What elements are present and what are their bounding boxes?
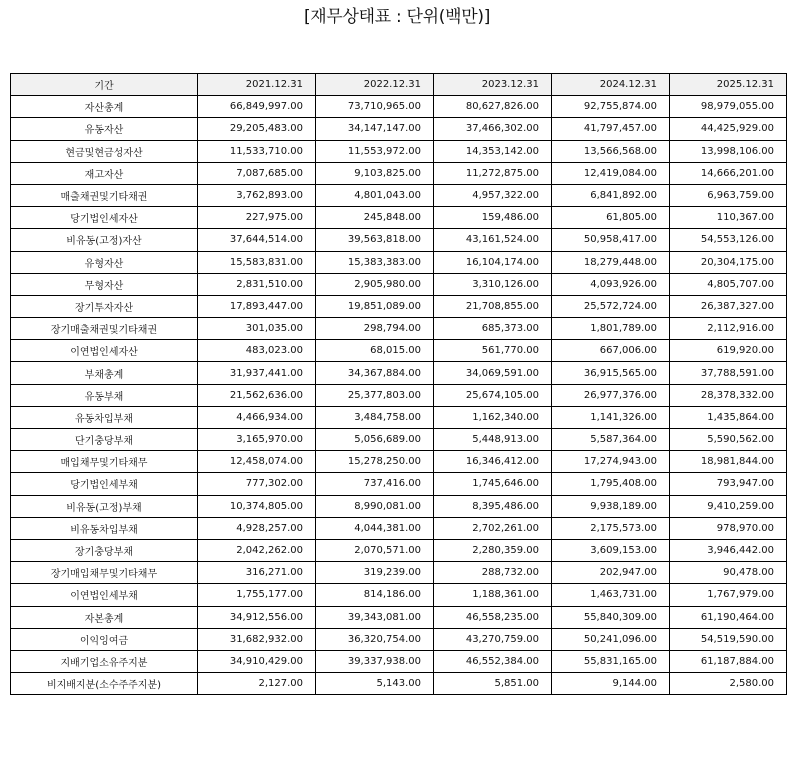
header-date: 2023.12.31 (434, 74, 552, 96)
value-cell: 73,710,965.00 (316, 96, 434, 118)
row-label: 매입채무및기타채무 (11, 451, 198, 473)
value-cell: 15,278,250.00 (316, 451, 434, 473)
table-row (11, 429, 787, 451)
value-cell: 66,849,997.00 (198, 96, 316, 118)
table-row (11, 207, 787, 229)
value-cell: 68,015.00 (316, 340, 434, 362)
value-cell: 17,274,943.00 (552, 451, 670, 473)
value-cell: 16,346,412.00 (434, 451, 552, 473)
value-cell: 14,666,201.00 (670, 162, 787, 184)
value-cell: 1,801,789.00 (552, 318, 670, 340)
value-cell: 80,627,826.00 (434, 96, 552, 118)
row-label: 유형자산 (11, 251, 198, 273)
value-cell: 39,337,938.00 (316, 650, 434, 672)
value-cell: 619,920.00 (670, 340, 787, 362)
value-cell: 90,478.00 (670, 562, 787, 584)
header-date: 2025.12.31 (670, 74, 787, 96)
value-cell: 1,162,340.00 (434, 406, 552, 428)
value-cell: 5,587,364.00 (552, 429, 670, 451)
value-cell: 46,552,384.00 (434, 650, 552, 672)
table-row (11, 340, 787, 362)
value-cell: 2,042,262.00 (198, 539, 316, 561)
table-row (11, 473, 787, 495)
table-header-row (11, 74, 787, 96)
value-cell: 39,563,818.00 (316, 229, 434, 251)
value-cell: 26,977,376.00 (552, 384, 670, 406)
value-cell: 978,970.00 (670, 517, 787, 539)
table-row (11, 517, 787, 539)
row-label: 현금및현금성자산 (11, 140, 198, 162)
row-label: 유동차입부채 (11, 406, 198, 428)
row-label: 유동자산 (11, 118, 198, 140)
value-cell: 5,590,562.00 (670, 429, 787, 451)
value-cell: 12,458,074.00 (198, 451, 316, 473)
table-row (11, 96, 787, 118)
value-cell: 19,851,089.00 (316, 295, 434, 317)
value-cell: 2,831,510.00 (198, 273, 316, 295)
value-cell: 4,093,926.00 (552, 273, 670, 295)
table-row (11, 229, 787, 251)
value-cell: 3,484,758.00 (316, 406, 434, 428)
value-cell: 15,583,831.00 (198, 251, 316, 273)
value-cell: 3,762,893.00 (198, 184, 316, 206)
row-label: 이연법인세부채 (11, 584, 198, 606)
row-label: 자산총계 (11, 96, 198, 118)
value-cell: 50,958,417.00 (552, 229, 670, 251)
row-label: 장기매입채무및기타채무 (11, 562, 198, 584)
value-cell: 46,558,235.00 (434, 606, 552, 628)
table-row (11, 495, 787, 517)
row-label: 장기매출채권및기타채권 (11, 318, 198, 340)
value-cell: 61,190,464.00 (670, 606, 787, 628)
value-cell: 25,377,803.00 (316, 384, 434, 406)
value-cell: 54,519,590.00 (670, 628, 787, 650)
value-cell: 34,912,556.00 (198, 606, 316, 628)
value-cell: 5,056,689.00 (316, 429, 434, 451)
value-cell: 2,905,980.00 (316, 273, 434, 295)
value-cell: 110,367.00 (670, 207, 787, 229)
value-cell: 2,175,573.00 (552, 517, 670, 539)
value-cell: 2,280,359.00 (434, 539, 552, 561)
value-cell: 483,023.00 (198, 340, 316, 362)
value-cell: 43,161,524.00 (434, 229, 552, 251)
value-cell: 2,580.00 (670, 673, 787, 695)
value-cell: 18,981,844.00 (670, 451, 787, 473)
header-date: 2021.12.31 (198, 74, 316, 96)
value-cell: 4,928,257.00 (198, 517, 316, 539)
table-row (11, 562, 787, 584)
value-cell: 4,466,934.00 (198, 406, 316, 428)
row-label: 비유동(고정)자산 (11, 229, 198, 251)
value-cell: 685,373.00 (434, 318, 552, 340)
balance-sheet-table (10, 73, 787, 695)
value-cell: 55,831,165.00 (552, 650, 670, 672)
value-cell: 3,165,970.00 (198, 429, 316, 451)
header-date: 2022.12.31 (316, 74, 434, 96)
value-cell: 9,410,259.00 (670, 495, 787, 517)
value-cell: 7,087,685.00 (198, 162, 316, 184)
value-cell: 9,938,189.00 (552, 495, 670, 517)
table-row (11, 162, 787, 184)
row-label: 매출채권및기타채권 (11, 184, 198, 206)
value-cell: 159,486.00 (434, 207, 552, 229)
row-label: 장기투자자산 (11, 295, 198, 317)
value-cell: 288,732.00 (434, 562, 552, 584)
value-cell: 13,998,106.00 (670, 140, 787, 162)
value-cell: 3,946,442.00 (670, 539, 787, 561)
value-cell: 50,241,096.00 (552, 628, 670, 650)
value-cell: 777,302.00 (198, 473, 316, 495)
value-cell: 1,188,361.00 (434, 584, 552, 606)
value-cell: 1,767,979.00 (670, 584, 787, 606)
value-cell: 6,963,759.00 (670, 184, 787, 206)
table-row (11, 606, 787, 628)
value-cell: 793,947.00 (670, 473, 787, 495)
row-label: 당기법인세자산 (11, 207, 198, 229)
value-cell: 5,143.00 (316, 673, 434, 695)
value-cell: 16,104,174.00 (434, 251, 552, 273)
value-cell: 25,572,724.00 (552, 295, 670, 317)
table-row (11, 318, 787, 340)
row-label: 재고자산 (11, 162, 198, 184)
table-row (11, 251, 787, 273)
value-cell: 1,435,864.00 (670, 406, 787, 428)
row-label: 이익잉여금 (11, 628, 198, 650)
value-cell: 5,851.00 (434, 673, 552, 695)
row-label: 무형자산 (11, 273, 198, 295)
header-period: 기간 (11, 74, 198, 96)
value-cell: 21,562,636.00 (198, 384, 316, 406)
value-cell: 4,957,322.00 (434, 184, 552, 206)
value-cell: 814,186.00 (316, 584, 434, 606)
value-cell: 2,127.00 (198, 673, 316, 695)
table-row (11, 118, 787, 140)
value-cell: 55,840,309.00 (552, 606, 670, 628)
value-cell: 12,419,084.00 (552, 162, 670, 184)
row-label: 비유동(고정)부채 (11, 495, 198, 517)
value-cell: 36,915,565.00 (552, 362, 670, 384)
value-cell: 31,937,441.00 (198, 362, 316, 384)
value-cell: 1,463,731.00 (552, 584, 670, 606)
value-cell: 737,416.00 (316, 473, 434, 495)
value-cell: 26,387,327.00 (670, 295, 787, 317)
row-label: 지배기업소유주지분 (11, 650, 198, 672)
header-date: 2024.12.31 (552, 74, 670, 96)
value-cell: 1,745,646.00 (434, 473, 552, 495)
value-cell: 6,841,892.00 (552, 184, 670, 206)
value-cell: 11,553,972.00 (316, 140, 434, 162)
value-cell: 44,425,929.00 (670, 118, 787, 140)
value-cell: 2,070,571.00 (316, 539, 434, 561)
value-cell: 667,006.00 (552, 340, 670, 362)
value-cell: 34,910,429.00 (198, 650, 316, 672)
value-cell: 5,448,913.00 (434, 429, 552, 451)
value-cell: 1,755,177.00 (198, 584, 316, 606)
value-cell: 36,320,754.00 (316, 628, 434, 650)
value-cell: 29,205,483.00 (198, 118, 316, 140)
row-label: 당기법인세부채 (11, 473, 198, 495)
row-label: 비유동차입부채 (11, 517, 198, 539)
value-cell: 227,975.00 (198, 207, 316, 229)
value-cell: 17,893,447.00 (198, 295, 316, 317)
value-cell: 8,395,486.00 (434, 495, 552, 517)
value-cell: 28,378,332.00 (670, 384, 787, 406)
table-row (11, 451, 787, 473)
value-cell: 11,533,710.00 (198, 140, 316, 162)
value-cell: 4,805,707.00 (670, 273, 787, 295)
value-cell: 8,990,081.00 (316, 495, 434, 517)
value-cell: 14,353,142.00 (434, 140, 552, 162)
value-cell: 37,466,302.00 (434, 118, 552, 140)
value-cell: 316,271.00 (198, 562, 316, 584)
row-label: 유동부채 (11, 384, 198, 406)
value-cell: 245,848.00 (316, 207, 434, 229)
value-cell: 31,682,932.00 (198, 628, 316, 650)
value-cell: 301,035.00 (198, 318, 316, 340)
value-cell: 298,794.00 (316, 318, 434, 340)
value-cell: 2,112,916.00 (670, 318, 787, 340)
table-row (11, 584, 787, 606)
table-row (11, 273, 787, 295)
table-row (11, 628, 787, 650)
value-cell: 43,270,759.00 (434, 628, 552, 650)
value-cell: 21,708,855.00 (434, 295, 552, 317)
table-row (11, 295, 787, 317)
value-cell: 319,239.00 (316, 562, 434, 584)
row-label: 자본총계 (11, 606, 198, 628)
value-cell: 561,770.00 (434, 340, 552, 362)
table-row (11, 650, 787, 672)
row-label: 비지배지분(소수주주지분) (11, 673, 198, 695)
table-row (11, 362, 787, 384)
value-cell: 18,279,448.00 (552, 251, 670, 273)
table-row (11, 140, 787, 162)
row-label: 부채총계 (11, 362, 198, 384)
value-cell: 92,755,874.00 (552, 96, 670, 118)
row-label: 단기충당부채 (11, 429, 198, 451)
value-cell: 13,566,568.00 (552, 140, 670, 162)
value-cell: 54,553,126.00 (670, 229, 787, 251)
value-cell: 9,103,825.00 (316, 162, 434, 184)
value-cell: 3,609,153.00 (552, 539, 670, 561)
value-cell: 1,795,408.00 (552, 473, 670, 495)
value-cell: 202,947.00 (552, 562, 670, 584)
value-cell: 61,805.00 (552, 207, 670, 229)
table-row (11, 539, 787, 561)
page-title: [재무상태표 : 단위(백만)] (303, 7, 491, 27)
table-row (11, 673, 787, 695)
value-cell: 3,310,126.00 (434, 273, 552, 295)
value-cell: 9,144.00 (552, 673, 670, 695)
value-cell: 37,788,591.00 (670, 362, 787, 384)
table-row (11, 384, 787, 406)
value-cell: 2,702,261.00 (434, 517, 552, 539)
value-cell: 10,374,805.00 (198, 495, 316, 517)
row-label: 장기충당부채 (11, 539, 198, 561)
value-cell: 37,644,514.00 (198, 229, 316, 251)
value-cell: 61,187,884.00 (670, 650, 787, 672)
table-row (11, 406, 787, 428)
value-cell: 11,272,875.00 (434, 162, 552, 184)
value-cell: 1,141,326.00 (552, 406, 670, 428)
value-cell: 25,674,105.00 (434, 384, 552, 406)
value-cell: 4,801,043.00 (316, 184, 434, 206)
value-cell: 20,304,175.00 (670, 251, 787, 273)
value-cell: 98,979,055.00 (670, 96, 787, 118)
value-cell: 41,797,457.00 (552, 118, 670, 140)
value-cell: 15,383,383.00 (316, 251, 434, 273)
value-cell: 34,147,147.00 (316, 118, 434, 140)
value-cell: 4,044,381.00 (316, 517, 434, 539)
value-cell: 34,367,884.00 (316, 362, 434, 384)
value-cell: 34,069,591.00 (434, 362, 552, 384)
table-row (11, 184, 787, 206)
value-cell: 39,343,081.00 (316, 606, 434, 628)
row-label: 이연법인세자산 (11, 340, 198, 362)
